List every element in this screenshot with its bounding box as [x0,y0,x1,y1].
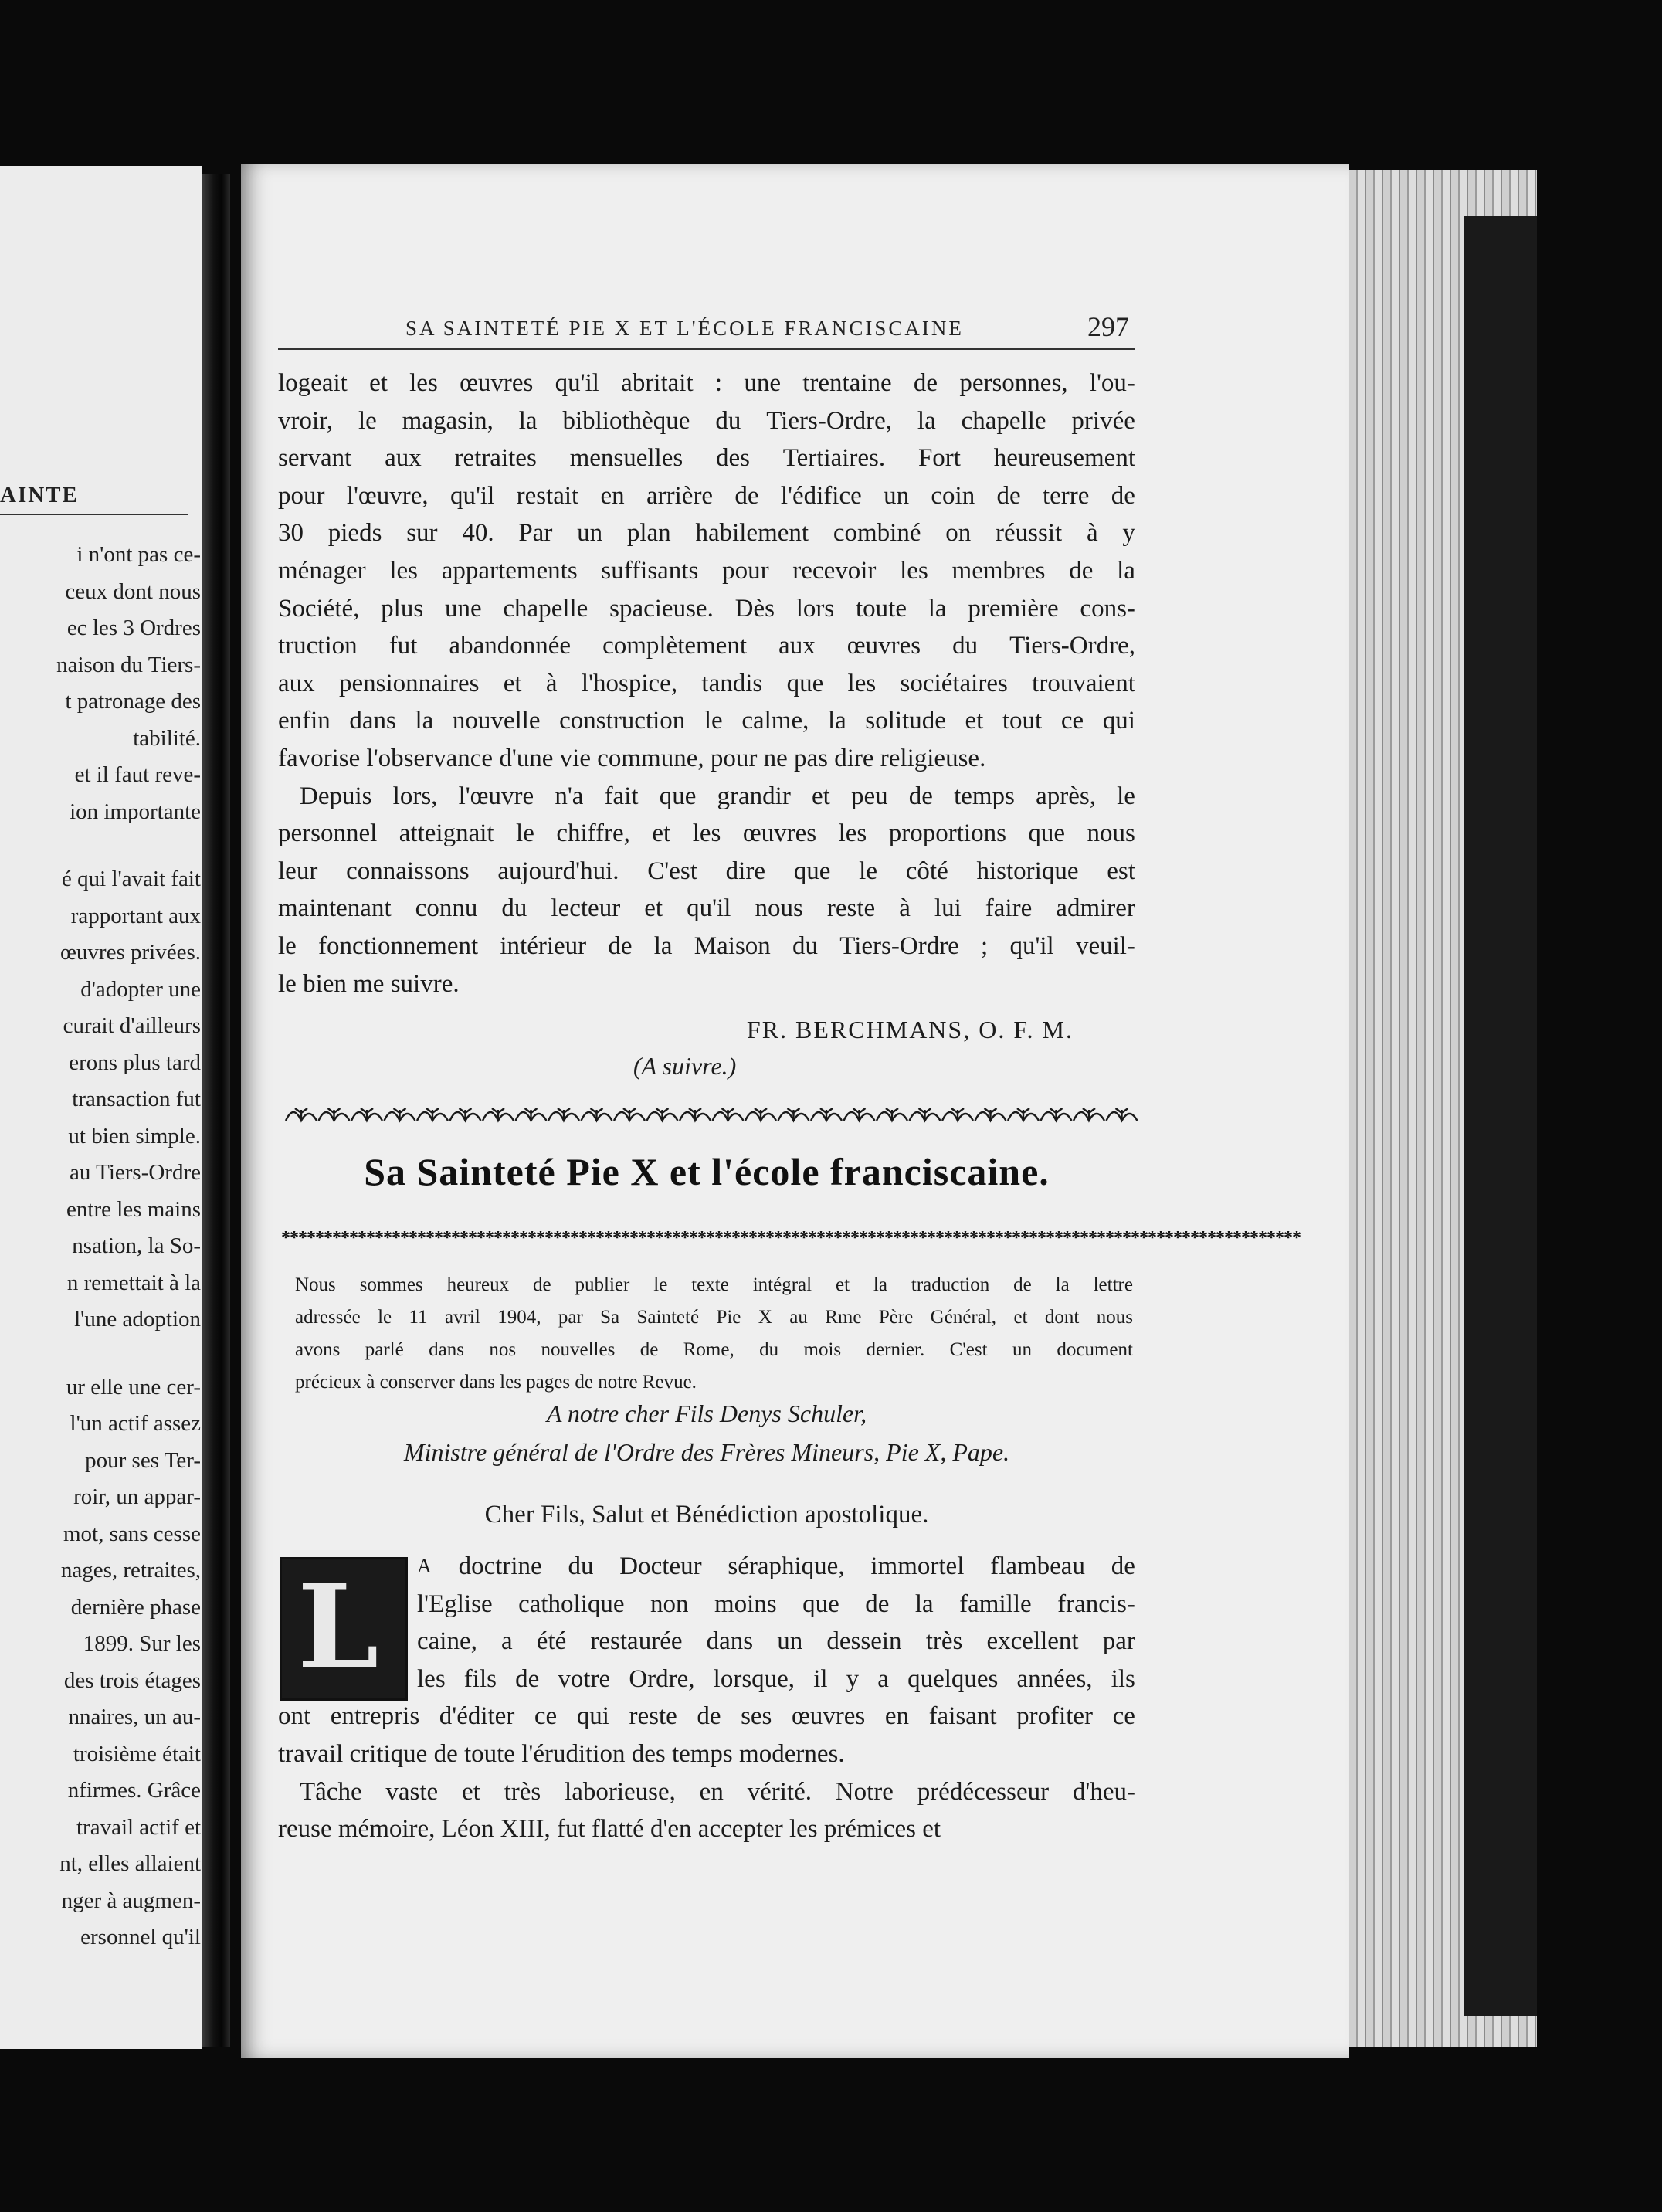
left-text-line: ceux dont nous [65,578,201,604]
star-rule: ************************************************************************************************************************ [281,1228,1301,1248]
text-line: truction fut abandonnée complètement aux œuvres du Tiers-Ordre, [278,632,1135,660]
left-text-line: troisième était [73,1741,201,1766]
left-text-line: œuvres privées. [59,940,201,965]
ornament-motif [516,1108,547,1121]
running-head: SA SAINTETÉ PIE X ET L'ÉCOLE FRANCISCAINE [405,317,964,340]
letter-line: reuse mémoire, Léon XIII, fut flatté d'en accepter les prémices et [278,1815,941,1844]
left-text-line: i n'ont pas ce- [76,542,201,567]
left-text-line: des trois étages [63,1667,201,1693]
ornament-motif [713,1108,744,1121]
left-text-line: ut bien simple. [68,1123,201,1148]
ornament-motif [778,1108,809,1121]
left-text-line [0,830,201,861]
text-line: logeait et les œuvres qu'il abritait : une trentaine de personnes, l'ou- [278,369,1135,397]
article-continuation [278,365,1135,1003]
letter-line: A doctrine du Docteur séraphique, immortel flambeau de [417,1552,1135,1580]
left-page-text [0,537,201,1956]
left-text-line: erons plus tard [69,1050,201,1075]
page-number: 297 [1087,311,1129,342]
left-text-line: nfirmes. Grâce [67,1778,201,1803]
ornament-motif [877,1108,907,1121]
left-text-line: é qui l'avait fait [62,867,201,891]
text-line: aux pensionnaires et à l'hospice, tandis que les sociétaires trouvaient [278,669,1135,697]
ornament-motif [385,1108,416,1121]
left-text-line: ur elle une cer- [66,1374,201,1399]
text-line: pour l'œuvre, qu'il restait en arrière de l'édifice un coin de terre de [278,481,1135,510]
left-text-line: n remettait à la [66,1270,201,1295]
ornament-motif [548,1108,579,1121]
author-signature: FR. BERCHMANS, O. F. M. [746,1016,1074,1043]
ornament-motif [910,1108,941,1121]
left-text-line: nages, retraites, [60,1558,201,1583]
left-text-line: transaction fut [72,1087,201,1111]
ornament-motif [1041,1108,1072,1121]
header-rule [278,348,1135,350]
text-line: le bien me suivre. [278,969,460,998]
left-text-line: ersonnel qu'il [80,1925,201,1949]
ornament-motif [942,1108,973,1121]
text-line: personnel atteignait le chiffre, et les œuvres les proportions que nous [278,819,1135,848]
ornament-motif [844,1108,875,1121]
left-text-line: tabilité. [133,725,201,751]
text-line: Depuis lors, l'œuvre n'a fait que grandir et peu de temps après, le [300,782,1135,810]
left-header-rule [0,514,188,515]
letter-line: ont entrepris d'éditer ce qui reste de ses œuvres en faisant profiter ce [278,1702,1135,1731]
letter-line: Tâche vaste et très laborieuse, en vérité. Notre prédécesseur d'heu- [300,1777,1135,1806]
ornament-motif [1107,1108,1138,1121]
text-line: le fonctionnement intérieur de la Maison du Tiers-Ordre ; qu'il veuil- [278,931,1135,960]
intro-line: avons parlé dans nos nouvelles de Rome, du mois dernier. C'est un document [295,1339,1133,1360]
left-text-line [0,1338,201,1369]
text-line: Société, plus une chapelle spacieuse. Dès lors toute la première cons- [278,594,1135,623]
article-title: Sa Sainteté Pie X et l'école franciscaine. [364,1150,1050,1193]
left-text-line: curait d'ailleurs [63,1013,201,1038]
letter-line: les fils de votre Ordre, lorsque, il y a quelques années, ils [417,1664,1135,1693]
left-text-line: entre les mains [66,1196,201,1222]
left-text-line: ion importante [70,799,201,824]
left-text-line: rapportant aux [70,903,201,928]
intro-line: adressée le 11 avril 1904, par Sa Sainteté Pie X au Rme Père Général, et dont nous [295,1307,1133,1328]
intro-line: précieux à conserver dans les pages de notre Revue. [295,1372,697,1393]
left-text-line: 1899. Sur les [83,1631,201,1656]
letter-text [278,1548,1135,1848]
letter-line: l'Eglise catholique non moins que de la famille francis- [417,1589,1135,1618]
left-running-head: AINTE [0,483,79,507]
ornament-motif [614,1108,645,1121]
ornament-motif [351,1108,382,1121]
ornament-motif [286,1108,317,1121]
ornament-motif [647,1108,678,1121]
ornament-motif [450,1108,481,1121]
address-recipient: A notre cher Fils Denys Schuler, [546,1399,867,1427]
left-text-line: nnaires, un au- [68,1705,201,1729]
left-text-line: dernière phase [70,1594,201,1620]
text-line: 30 pieds sur 40. Par un plan habilement combiné on réussit à y [278,519,1135,548]
left-text-line: d'adopter une [80,976,201,1002]
salutation: Cher Fils, Salut et Bénédiction apostolique. [484,1501,929,1528]
left-text-line: au Tiers-Ordre [70,1160,201,1185]
left-text-line: nsation, la So- [72,1233,201,1258]
left-text-line: t patronage des [65,689,201,714]
ornament-motif [975,1108,1006,1121]
ornament-motif [417,1108,448,1121]
left-text-line: et il faut reve- [74,762,201,787]
ornamental-divider [280,1101,1137,1131]
address-sender: Ministre général de l'Ordre des Frères Mineurs, Pie X, Pape. [403,1438,1010,1466]
left-text-line: roir, un appar- [73,1484,201,1509]
left-text-line: pour ses Ter- [85,1447,201,1473]
text-line: servant aux retraites mensuelles des Tertiaires. Fort heureusement [278,444,1135,473]
book-cover-edge [1464,216,1537,2016]
dropcap-letter: L [297,1559,379,1695]
intro-line: Nous sommes heureux de publier le texte intégral et la traduction de la lettre [295,1274,1133,1295]
ornament-motif [582,1108,612,1121]
left-text-line: nger à augmen- [61,1888,201,1913]
left-text-line: travail actif et [76,1814,201,1840]
ornament-motif [1008,1108,1039,1121]
text-line: maintenant connu du lecteur et qu'il nous reste à lui faire admirer [278,894,1135,923]
to-be-continued: (A suivre.) [633,1052,737,1080]
letter-line: caine, a été restaurée dans un dessein très excellent par [417,1627,1135,1656]
left-text-line: l'un actif assez [70,1411,201,1436]
ornament-motif [745,1108,776,1121]
ornament-motif [483,1108,514,1121]
text-line: vroir, le magasin, la bibliothèque du Tiers-Ordre, la chapelle privée [278,406,1135,435]
letter-line: travail critique de toute l'érudition des temps modernes. [278,1739,845,1768]
text-line: leur connaissons aujourd'hui. C'est dire que le côté historique est [278,857,1135,885]
text-line: favorise l'observance d'une vie commune, pour ne pas dire religieuse. [278,744,986,772]
text-line: ménager les appartements suffisants pour recevoir les membres de la [278,556,1135,585]
ornament-motif [680,1108,711,1121]
previous-page [0,166,202,2049]
ornament-motif [319,1108,350,1121]
ornament-motif [811,1108,842,1121]
left-text-line: mot, sans cesse [63,1521,201,1546]
left-text-line: nt, elles allaient [59,1851,201,1876]
left-text-line: l'une adoption [74,1307,201,1332]
ornament-motif [1074,1108,1104,1121]
editor-intro [295,1269,1133,1399]
text-line: enfin dans la nouvelle construction le calme, la solitude et tout ce qui [278,707,1135,735]
book-gutter [202,174,230,2047]
left-text-line: naison du Tiers- [56,652,201,677]
left-text-line: ec les 3 Ordres [66,616,201,640]
